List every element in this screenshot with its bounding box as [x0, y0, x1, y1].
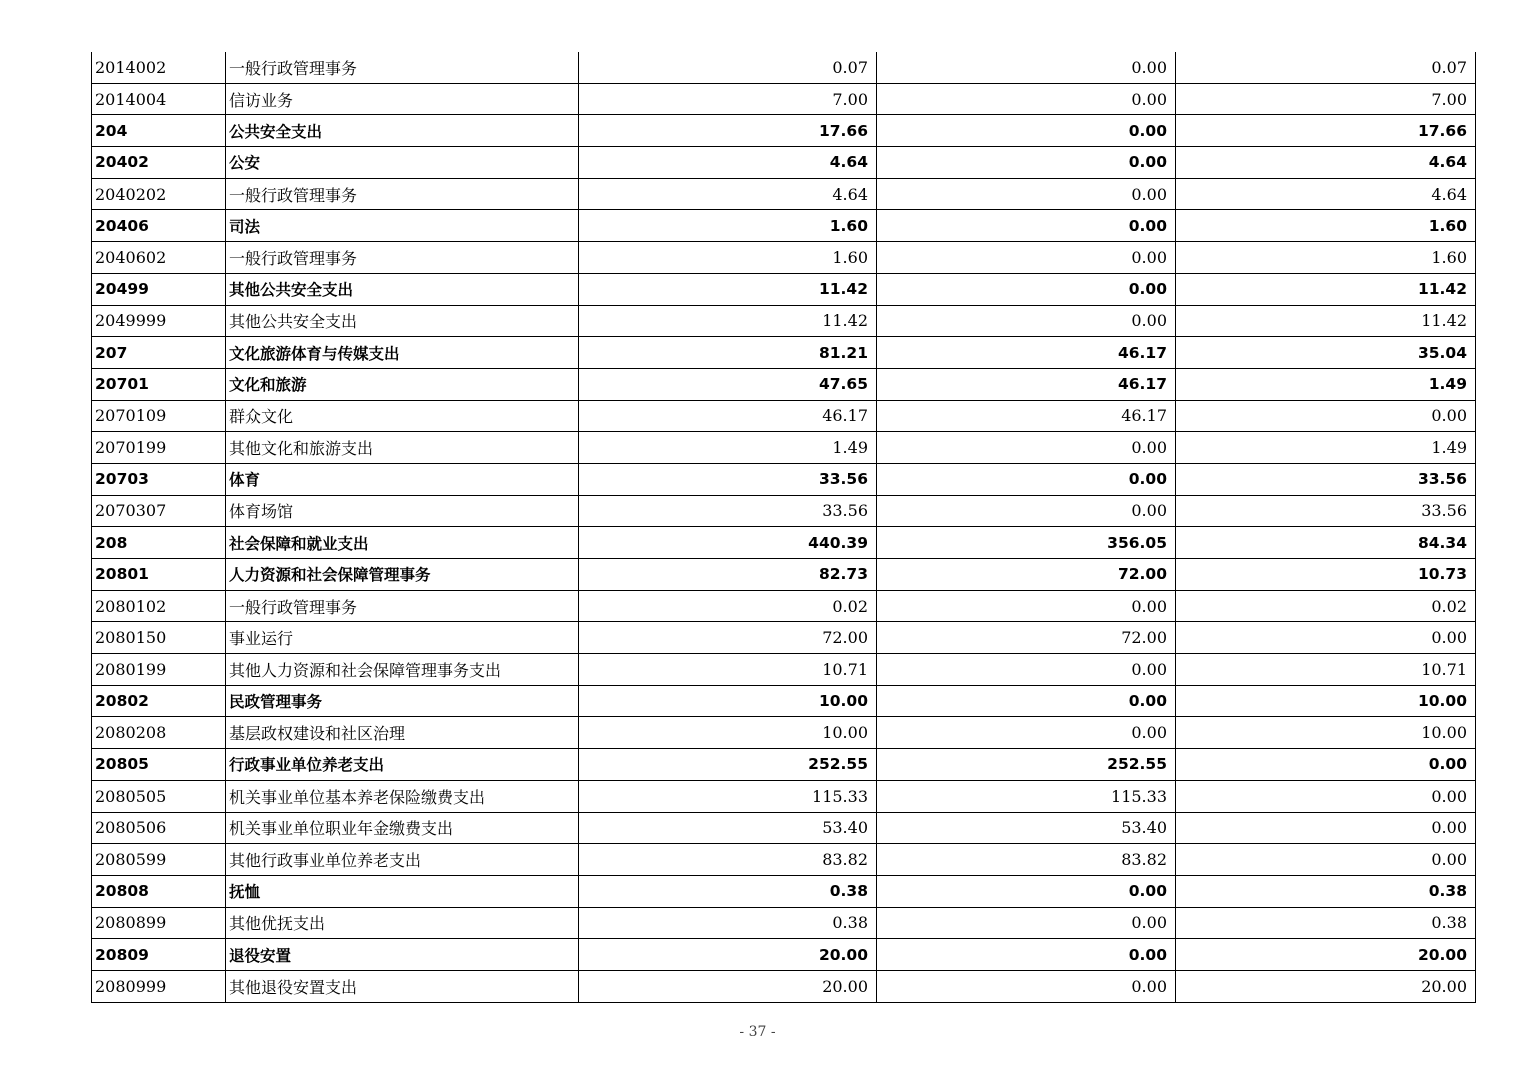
code-cell: 207 [92, 337, 226, 369]
code-cell: 2070109 [92, 400, 226, 432]
table-row [92, 970, 1476, 1002]
total-cell: 11.42 [579, 305, 877, 337]
code-cell: 2014004 [92, 83, 226, 115]
code-cell: 2014002 [92, 52, 226, 83]
name-cell: 公共安全支出 [226, 115, 579, 147]
code-cell: 2040602 [92, 242, 226, 274]
name-cell: 其他文化和旅游支出 [226, 432, 579, 464]
total-cell: 46.17 [579, 400, 877, 432]
basic-expense-cell: 72.00 [877, 622, 1176, 654]
total-cell: 11.42 [579, 273, 877, 305]
name-cell: 退役安置 [226, 939, 579, 971]
basic-expense-cell: 0.00 [877, 83, 1176, 115]
basic-expense-cell: 0.00 [877, 147, 1176, 179]
project-expense-cell: 1.49 [1176, 432, 1476, 464]
code-cell: 2080505 [92, 780, 226, 812]
page-number: - 37 - [739, 1024, 776, 1040]
total-cell: 20.00 [579, 970, 877, 1002]
basic-expense-cell: 0.00 [877, 654, 1176, 686]
name-cell: 民政管理事务 [226, 685, 579, 717]
total-cell: 4.64 [579, 147, 877, 179]
table-row-subtotal [92, 337, 1476, 369]
name-cell: 抚恤 [226, 875, 579, 907]
code-cell: 2080999 [92, 970, 226, 1002]
total-cell: 20.00 [579, 939, 877, 971]
name-cell: 一般行政管理事务 [226, 242, 579, 274]
basic-expense-cell: 0.00 [877, 907, 1176, 939]
project-expense-cell: 0.00 [1176, 622, 1476, 654]
name-cell: 文化旅游体育与传媒支出 [226, 337, 579, 369]
project-expense-cell: 0.00 [1176, 844, 1476, 876]
name-cell: 其他人力资源和社会保障管理事务支出 [226, 654, 579, 686]
project-expense-cell: 7.00 [1176, 83, 1476, 115]
name-cell: 其他优抚支出 [226, 907, 579, 939]
name-cell: 体育 [226, 463, 579, 495]
project-expense-cell: 84.34 [1176, 527, 1476, 559]
name-cell: 社会保障和就业支出 [226, 527, 579, 559]
table-row-subtotal [92, 115, 1476, 147]
total-cell: 115.33 [579, 780, 877, 812]
name-cell: 一般行政管理事务 [226, 590, 579, 622]
total-cell: 7.00 [579, 83, 877, 115]
project-expense-cell: 0.38 [1176, 907, 1476, 939]
table-row [92, 812, 1476, 844]
name-cell: 其他退役安置支出 [226, 970, 579, 1002]
project-expense-cell: 33.56 [1176, 495, 1476, 527]
project-expense-cell: 10.00 [1176, 685, 1476, 717]
table-row [92, 907, 1476, 939]
total-cell: 10.00 [579, 717, 877, 749]
name-cell: 其他行政事业单位养老支出 [226, 844, 579, 876]
code-cell: 2070307 [92, 495, 226, 527]
table-row-subtotal [92, 368, 1476, 400]
basic-expense-cell: 53.40 [877, 812, 1176, 844]
table-row [92, 622, 1476, 654]
project-expense-cell: 0.00 [1176, 749, 1476, 781]
code-cell: 2080102 [92, 590, 226, 622]
table-row [92, 654, 1476, 686]
name-cell: 公安 [226, 147, 579, 179]
total-cell: 47.65 [579, 368, 877, 400]
table-row-subtotal [92, 463, 1476, 495]
project-expense-cell: 10.73 [1176, 559, 1476, 591]
basic-expense-cell: 46.17 [877, 400, 1176, 432]
code-cell: 2070199 [92, 432, 226, 464]
code-cell: 2080506 [92, 812, 226, 844]
project-expense-cell: 11.42 [1176, 273, 1476, 305]
table-row-subtotal [92, 273, 1476, 305]
project-expense-cell: 0.38 [1176, 875, 1476, 907]
basic-expense-cell: 115.33 [877, 780, 1176, 812]
code-cell: 2040202 [92, 178, 226, 210]
total-cell: 10.00 [579, 685, 877, 717]
table-row-subtotal [92, 875, 1476, 907]
table-row-subtotal [92, 559, 1476, 591]
total-cell: 72.00 [579, 622, 877, 654]
code-cell: 20499 [92, 273, 226, 305]
name-cell: 事业运行 [226, 622, 579, 654]
code-cell: 20805 [92, 749, 226, 781]
table-row [92, 400, 1476, 432]
name-cell: 一般行政管理事务 [226, 52, 579, 83]
code-cell: 2080150 [92, 622, 226, 654]
table-row [92, 52, 1476, 83]
code-cell: 2080199 [92, 654, 226, 686]
project-expense-cell: 4.64 [1176, 178, 1476, 210]
basic-expense-cell: 0.00 [877, 242, 1176, 274]
project-expense-cell: 0.00 [1176, 812, 1476, 844]
table-row [92, 590, 1476, 622]
table-row [92, 780, 1476, 812]
basic-expense-cell: 0.00 [877, 939, 1176, 971]
table-row [92, 717, 1476, 749]
project-expense-cell: 10.00 [1176, 717, 1476, 749]
basic-expense-cell: 0.00 [877, 463, 1176, 495]
code-cell: 20703 [92, 463, 226, 495]
name-cell: 人力资源和社会保障管理事务 [226, 559, 579, 591]
project-expense-cell: 0.02 [1176, 590, 1476, 622]
name-cell: 行政事业单位养老支出 [226, 749, 579, 781]
code-cell: 208 [92, 527, 226, 559]
project-expense-cell: 33.56 [1176, 463, 1476, 495]
project-expense-cell: 0.00 [1176, 780, 1476, 812]
code-cell: 20406 [92, 210, 226, 242]
basic-expense-cell: 46.17 [877, 368, 1176, 400]
table-row-subtotal [92, 210, 1476, 242]
total-cell: 83.82 [579, 844, 877, 876]
total-cell: 0.38 [579, 907, 877, 939]
code-cell: 20802 [92, 685, 226, 717]
budget-table-body [92, 52, 1476, 1002]
table-row-subtotal [92, 685, 1476, 717]
basic-expense-cell: 0.00 [877, 210, 1176, 242]
project-expense-cell: 20.00 [1176, 939, 1476, 971]
table-row [92, 844, 1476, 876]
total-cell: 440.39 [579, 527, 877, 559]
total-cell: 0.38 [579, 875, 877, 907]
project-expense-cell: 1.49 [1176, 368, 1476, 400]
basic-expense-cell: 0.00 [877, 970, 1176, 1002]
basic-expense-cell: 0.00 [877, 590, 1176, 622]
basic-expense-cell: 356.05 [877, 527, 1176, 559]
basic-expense-cell: 0.00 [877, 273, 1176, 305]
code-cell: 204 [92, 115, 226, 147]
budget-table [91, 52, 1476, 1003]
basic-expense-cell: 0.00 [877, 178, 1176, 210]
total-cell: 1.60 [579, 242, 877, 274]
name-cell: 机关事业单位基本养老保险缴费支出 [226, 780, 579, 812]
table-row [92, 83, 1476, 115]
table-row [92, 305, 1476, 337]
project-expense-cell: 10.71 [1176, 654, 1476, 686]
code-cell: 20809 [92, 939, 226, 971]
project-expense-cell: 35.04 [1176, 337, 1476, 369]
project-expense-cell: 1.60 [1176, 210, 1476, 242]
total-cell: 17.66 [579, 115, 877, 147]
name-cell: 体育场馆 [226, 495, 579, 527]
basic-expense-cell: 0.00 [877, 717, 1176, 749]
basic-expense-cell: 72.00 [877, 559, 1176, 591]
table-row-subtotal [92, 147, 1476, 179]
code-cell: 2080599 [92, 844, 226, 876]
table-row [92, 178, 1476, 210]
name-cell: 机关事业单位职业年金缴费支出 [226, 812, 579, 844]
total-cell: 1.60 [579, 210, 877, 242]
table-row [92, 495, 1476, 527]
name-cell: 群众文化 [226, 400, 579, 432]
table-row [92, 242, 1476, 274]
project-expense-cell: 17.66 [1176, 115, 1476, 147]
basic-expense-cell: 0.00 [877, 432, 1176, 464]
table-row-subtotal [92, 939, 1476, 971]
total-cell: 53.40 [579, 812, 877, 844]
project-expense-cell: 1.60 [1176, 242, 1476, 274]
name-cell: 司法 [226, 210, 579, 242]
basic-expense-cell: 0.00 [877, 52, 1176, 83]
code-cell: 20701 [92, 368, 226, 400]
total-cell: 0.02 [579, 590, 877, 622]
code-cell: 20402 [92, 147, 226, 179]
total-cell: 4.64 [579, 178, 877, 210]
basic-expense-cell: 0.00 [877, 685, 1176, 717]
table-row-subtotal [92, 749, 1476, 781]
basic-expense-cell: 83.82 [877, 844, 1176, 876]
total-cell: 10.71 [579, 654, 877, 686]
total-cell: 1.49 [579, 432, 877, 464]
name-cell: 其他公共安全支出 [226, 273, 579, 305]
table-row-subtotal [92, 527, 1476, 559]
code-cell: 2080899 [92, 907, 226, 939]
basic-expense-cell: 0.00 [877, 305, 1176, 337]
basic-expense-cell: 252.55 [877, 749, 1176, 781]
total-cell: 33.56 [579, 463, 877, 495]
total-cell: 252.55 [579, 749, 877, 781]
project-expense-cell: 0.00 [1176, 400, 1476, 432]
name-cell: 信访业务 [226, 83, 579, 115]
project-expense-cell: 4.64 [1176, 147, 1476, 179]
code-cell: 20808 [92, 875, 226, 907]
code-cell: 20801 [92, 559, 226, 591]
name-cell: 其他公共安全支出 [226, 305, 579, 337]
total-cell: 82.73 [579, 559, 877, 591]
total-cell: 0.07 [579, 52, 877, 83]
basic-expense-cell: 46.17 [877, 337, 1176, 369]
project-expense-cell: 20.00 [1176, 970, 1476, 1002]
code-cell: 2080208 [92, 717, 226, 749]
code-cell: 2049999 [92, 305, 226, 337]
name-cell: 基层政权建设和社区治理 [226, 717, 579, 749]
project-expense-cell: 0.07 [1176, 52, 1476, 83]
basic-expense-cell: 0.00 [877, 875, 1176, 907]
table-row [92, 432, 1476, 464]
total-cell: 33.56 [579, 495, 877, 527]
total-cell: 81.21 [579, 337, 877, 369]
name-cell: 文化和旅游 [226, 368, 579, 400]
basic-expense-cell: 0.00 [877, 115, 1176, 147]
project-expense-cell: 11.42 [1176, 305, 1476, 337]
basic-expense-cell: 0.00 [877, 495, 1176, 527]
name-cell: 一般行政管理事务 [226, 178, 579, 210]
